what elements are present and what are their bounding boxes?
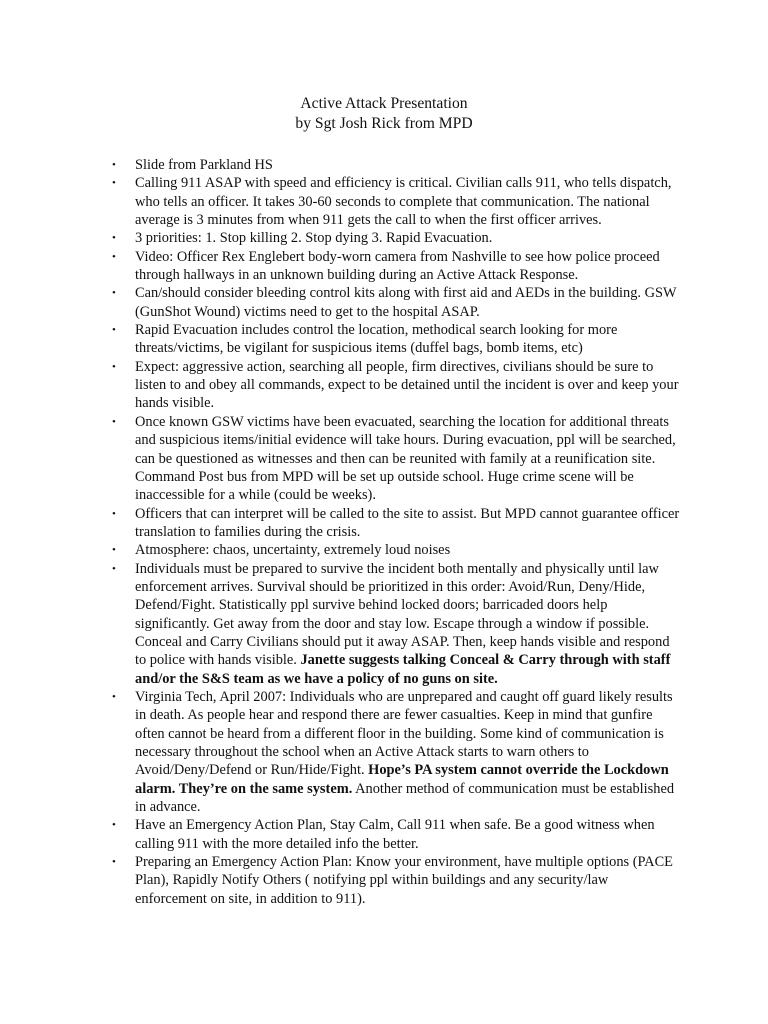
- list-item: [112, 174, 682, 229]
- list-item: [112, 816, 682, 853]
- emphasized-note-text: Janette suggests talking Conceal & Carry through with staff and/or the S&S team as we have a policy of no guns on site.: [135, 652, 671, 687]
- note-text: 3 priorities: 1. Stop killing 2. Stop dying 3. Rapid Evacuation.: [135, 230, 493, 247]
- bullet-icon: •: [112, 324, 116, 337]
- list-item: [112, 156, 682, 174]
- list-item: [112, 229, 682, 247]
- title-line-2: by Sgt Josh Rick from MPD: [295, 115, 473, 132]
- note-text: Expect: aggressive action, searching all people, firm directives, civilians should be sure to listen to and obey all commands, expect to be detained until the incident is over and keep your hands visible.: [135, 358, 679, 412]
- list-item: [112, 248, 682, 285]
- note-text: Officers that can interpret will be called to the site to assist. But MPD cannot guarantee officer translation to families during the crisis.: [135, 505, 680, 540]
- note-text: Another method of communication must be established in advance.: [135, 780, 675, 816]
- bullet-icon: •: [112, 232, 116, 245]
- note-text: Rapid Evacuation includes control the location, methodical search looking for more threats/victims, be vigilant for suspicious items (duffel bags, bomb items, etc): [135, 322, 618, 357]
- bullet-icon: •: [112, 177, 116, 190]
- bullet-icon: •: [112, 507, 116, 520]
- note-text: Video: Officer Rex Englebert body-worn camera from Nashville to see how police proceed through hallways in an unknown building during an Active Attack Response.: [135, 248, 660, 284]
- emphasized-note-text: Hope’s PA system cannot override the Lockdown alarm. They’re on the same system.: [135, 762, 669, 797]
- list-item: [112, 853, 682, 908]
- list-item: [112, 541, 682, 559]
- list-item: [112, 321, 682, 358]
- list-item: [112, 284, 682, 321]
- list-item: [112, 505, 682, 542]
- bullet-icon: •: [112, 287, 116, 300]
- bullet-icon: •: [112, 562, 116, 575]
- note-text: Atmosphere: chaos, uncertainty, extremely loud noises: [135, 542, 451, 559]
- note-text: Individuals must be prepared to survive the incident both mentally and physically until law enforcement arrives. Survival should be prioritized in this order: Avoid/Run, Deny/Hide, Defend/Fight. Statistically ppl survive behind locked doors; barricaded doors help significantly. Get away from the door and stay low. Escape through a window if possible. Conceal and Carry Civilians should put it away ASAP. Then, keep hands visible and respond to police with hands visible.: [135, 560, 670, 669]
- bullet-icon: •: [112, 819, 116, 832]
- bullet-icon: •: [112, 690, 116, 703]
- presentation-notes-list: [112, 156, 682, 908]
- list-item: [112, 560, 682, 688]
- note-text: Preparing an Emergency Action Plan: Know your environment, have multiple options (PACE Plan), Rapidly Notify Others ( notifying ppl within buildings and any security/law enforcement on site, in addition to 911).: [135, 854, 673, 907]
- note-text: Calling 911 ASAP with speed and efficiency is critical. Civilian calls 911, who tells dispatch, who tells an officer. It takes 30-60 seconds to complete that communication. The national average is 3 minutes from when 911 gets the call to when the first officer arrives.: [135, 175, 672, 229]
- bullet-icon: •: [112, 544, 116, 557]
- title-line-1: Active Attack Presentation: [300, 95, 468, 112]
- bullet-icon: •: [112, 360, 116, 373]
- note-text: Can/should consider bleeding control kits along with first aid and AEDs in the building. GSW (GunShot Wound) victims need to get to the hospital ASAP.: [135, 285, 677, 320]
- list-item: [112, 688, 682, 816]
- bullet-icon: •: [112, 415, 116, 428]
- list-item: [112, 413, 682, 505]
- bullet-icon: •: [112, 250, 116, 263]
- document-title: [0, 94, 768, 134]
- bullet-icon: •: [112, 159, 116, 171]
- note-text: Slide from Parkland HS: [135, 157, 273, 173]
- note-text: Once known GSW victims have been evacuated, searching the location for additional threats and suspicious items/initial evidence will take hours. During evacuation, ppl will be searched, can be questioned as witnesses and then can be reunited with family at a reunification site. Command Post bus from MPD will be set up outside school. Huge crime scene will be inaccessible for a while (could be weeks).: [135, 413, 676, 504]
- list-item: [112, 358, 682, 413]
- note-text: Virginia Tech, April 2007: Individuals who are unprepared and caught off guard likely results in death. As people hear and respond there are fewer casualties. Keep in mind that gunfire often cannot be heard from a different floor in the building. Some kind of communication is necessary throughout the school when an Active Attack starts to warn others to Avoid/Deny/Defend or Run/Hide/Fight.: [135, 688, 673, 779]
- bullet-icon: •: [112, 856, 116, 869]
- note-text: Have an Emergency Action Plan, Stay Calm, Call 911 when safe. Be a good witness when calling 911 with the more detailed info the better.: [135, 817, 655, 852]
